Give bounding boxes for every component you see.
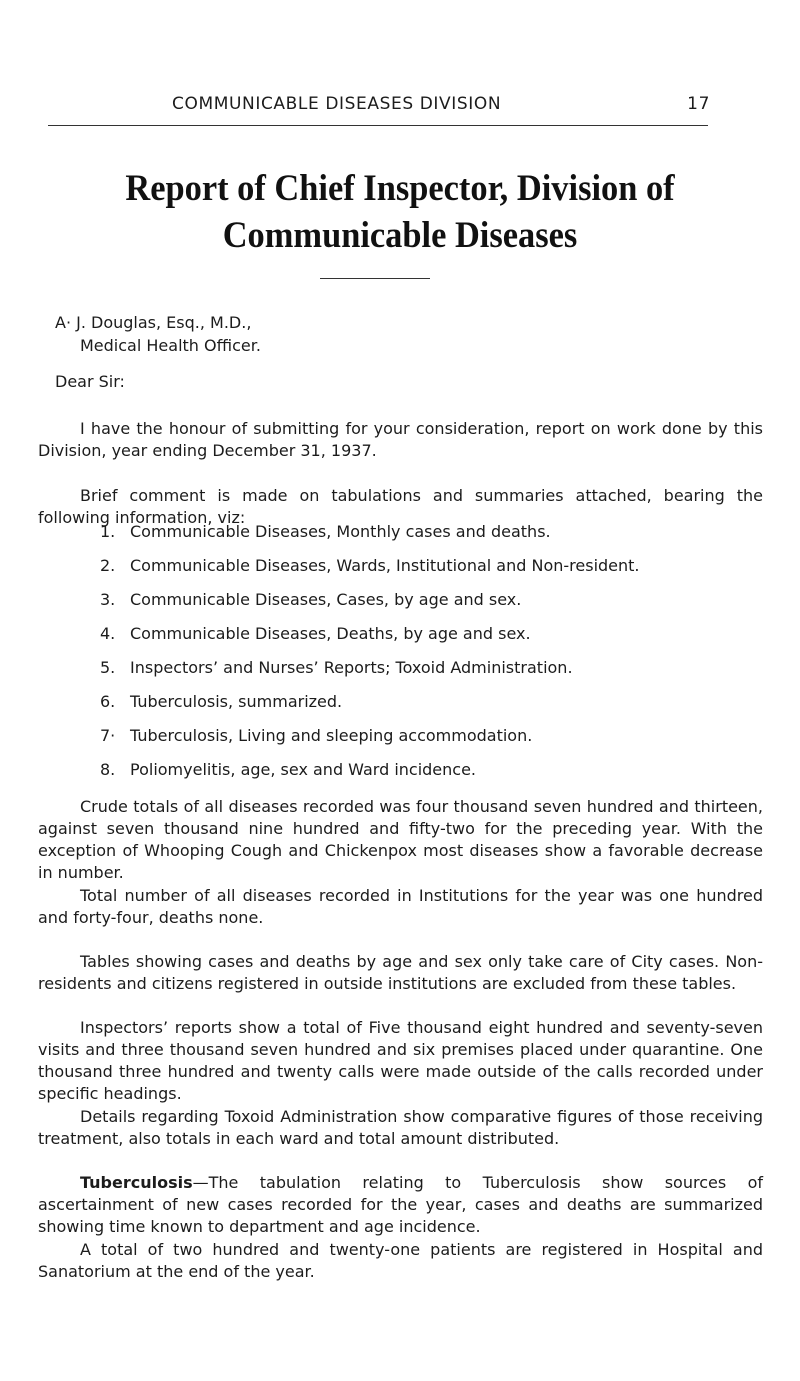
list-item: 8. Poliomyelitis, age, sex and Ward incidence. [100, 760, 477, 779]
institutions-paragraph: Total number of all diseases recorded in Institutions for the year was one hundred and forty-four, deaths none. [38, 886, 763, 927]
report-title-line2: Communicable Diseases [222, 215, 578, 256]
header-rule [48, 125, 708, 126]
tuberculosis-paragraph [38, 1172, 763, 1238]
addressee-name: A· J. Douglas, Esq., M.D., [55, 313, 252, 332]
list-item: 7· Tuberculosis, Living and sleeping accommodation. [100, 726, 533, 745]
list-item: 4. Communicable Diseases, Deaths, by age and sex. [100, 624, 531, 643]
list-item: 2. Communicable Diseases, Wards, Institutional and Non-resident. [100, 556, 640, 575]
list-item: 5. Inspectors’ and Nurses’ Reports; Toxoid Administration. [100, 658, 573, 677]
salutation: Dear Sir: [55, 372, 125, 391]
page-number: 17 [687, 94, 710, 114]
tables-paragraph: Tables showing cases and deaths by age and sex only take care of City cases. Non-residents and citizens registered in outside institutions are excluded from these tables. [38, 952, 763, 993]
section-title: COMMUNICABLE DISEASES DIVISION [172, 94, 502, 114]
brief-comment-paragraph: Brief comment is made on tabulations and summaries attached, bearing the following information, viz: [38, 486, 763, 527]
report-title-line1: Report of Chief Inspector, Division of [125, 168, 675, 209]
crude-totals-paragraph: Crude totals of all diseases recorded was four thousand seven hundred and thirteen, against seven thousand nine hundred and fifty-two for the preceding year. With the exception of Whooping Cough and Chickenpox most diseases show a favorable decrease in number. [38, 797, 763, 882]
addressee-position: Medical Health Officer. [80, 336, 261, 355]
patients-paragraph: A total of two hundred and twenty-one patients are registered in Hospital and Sanatorium at the end of the year. [38, 1240, 763, 1281]
list-item: 6. Tuberculosis, summarized. [100, 692, 343, 711]
toxoid-paragraph: Details regarding Toxoid Administration show comparative figures of those receiving treatment, also totals in each ward and total amount distributed. [38, 1107, 763, 1148]
list-item: 1. Communicable Diseases, Monthly cases and deaths. [100, 522, 551, 541]
list-item: 3. Communicable Diseases, Cases, by age and sex. [100, 590, 522, 609]
report-title [65, 165, 735, 259]
addressee [55, 311, 261, 357]
intro-paragraph: I have the honour of submitting for your consideration, report on work done by this Division, year ending December 31, 1937. [38, 419, 763, 460]
inspectors-paragraph: Inspectors’ reports show a total of Five thousand eight hundred and seventy-seven visits and three thousand seven hundred and six premises placed under quarantine. One thousand three hundred and twenty calls were made outside of the calls recorded under specific headings. [38, 1018, 763, 1103]
title-rule [320, 278, 430, 279]
tuberculosis-label: Tuberculosis [80, 1173, 193, 1192]
tuberculosis-text: —The tabulation relating to Tuberculosis show sources of ascertainment of new cases recorded for the year, cases and deaths are summarized showing time known to department and age incidence. [38, 1173, 763, 1236]
